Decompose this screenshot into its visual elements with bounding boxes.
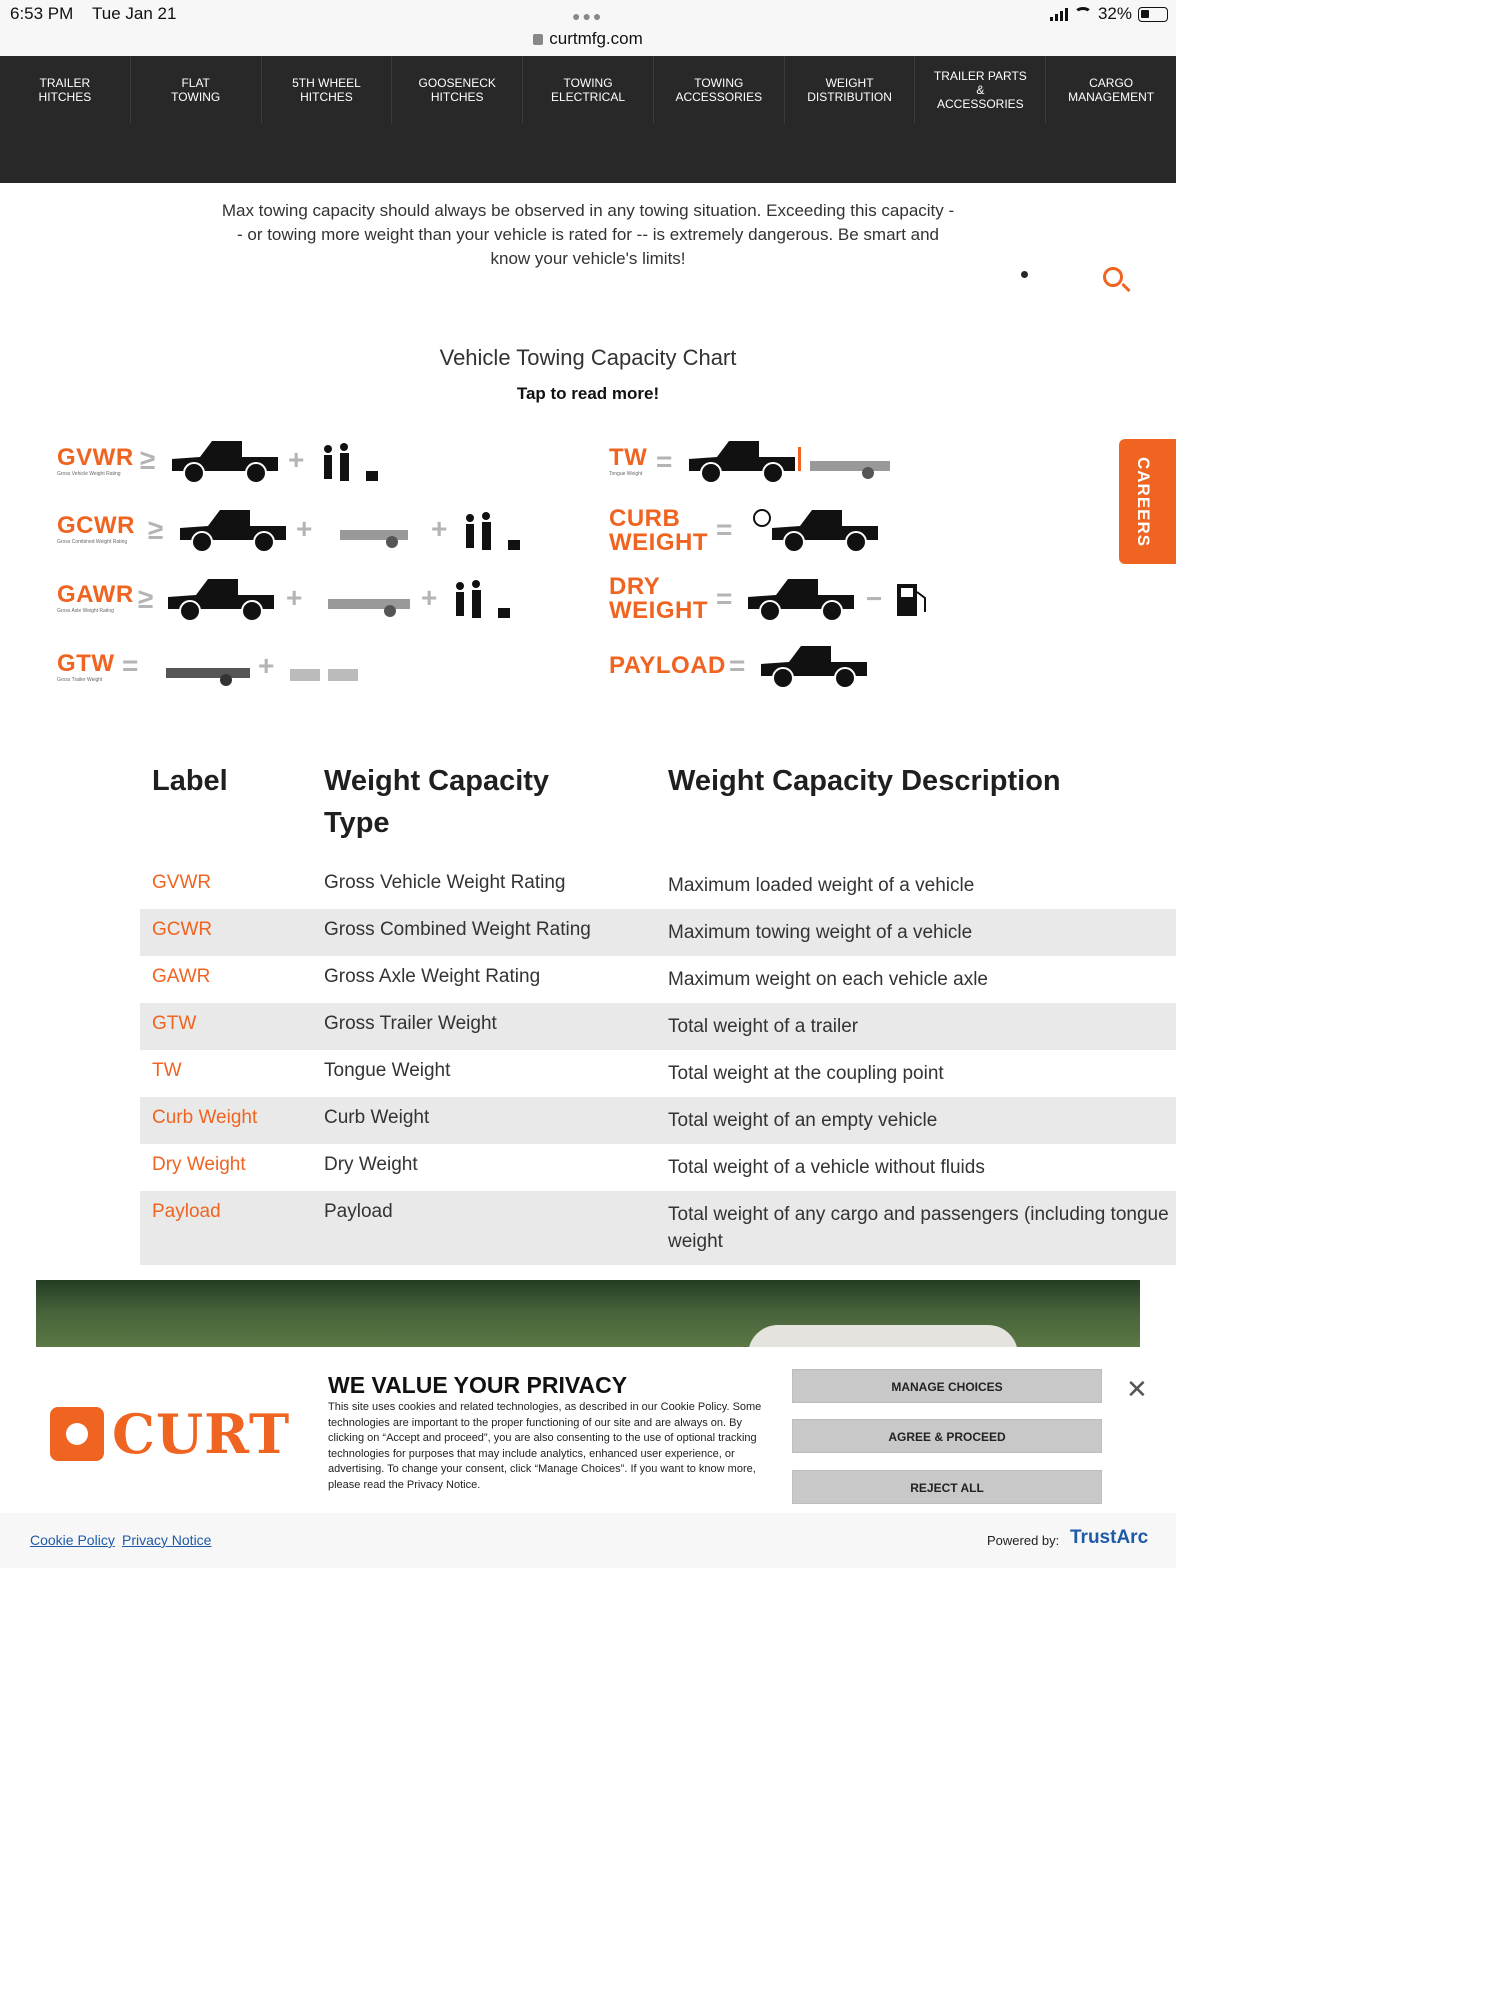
intro-text: Max towing capacity should always be observed in any towing situation. Exceeding this capacity -- or towing more weight than your vehicle is rated for -- is extremely dangerous. Be smart and know your vehicle's limits! [221,201,955,268]
nav-flat-towing[interactable]: FLAT TOWING [131,56,262,124]
header-label: Label [152,765,228,797]
nav-cargo-management[interactable]: CARGO MANAGEMENT [1068,76,1155,104]
header-type: Weight Capacity Type [324,765,550,839]
address-bar[interactable] [0,29,1176,49]
weight-capacity-table [140,760,1176,1265]
trailer-icon [152,660,252,690]
pickup-truck-icon [770,506,880,554]
gawr-label: GAWR Gross Axle Weight Rating [57,581,134,614]
plus-symbol: + [296,513,313,544]
scale-icon [752,508,772,530]
status-date: Tue Jan 21 [92,4,177,23]
trailer-icon [316,585,412,619]
table-row: GAWR Gross Axle Weight Rating Maximum weight on each vehicle axle [152,966,988,990]
table-header [140,760,1176,844]
location-pin-icon[interactable] [1012,262,1036,286]
equals-symbol: = [716,583,733,614]
gte-symbol: ≥ [148,514,164,545]
lawn-mower-icon [286,661,366,689]
battery-icon [1138,7,1168,22]
plus-symbol: + [258,650,275,681]
nav-trailer-parts[interactable]: TRAILER PARTS & ACCESSORIES [915,56,1046,124]
nav-gooseneck-hitches[interactable]: GOOSENECK HITCHES [392,56,523,124]
trailer-icon [794,447,894,483]
wifi-icon [1074,7,1092,21]
curb-weight-label: CURB WEIGHT [609,505,708,556]
signal-icon [1050,7,1068,21]
pickup-truck-icon [170,437,280,485]
agree-proceed-button[interactable]: AGREE & PROCEED [792,1419,1102,1453]
gcwr-label: GCWR Gross Combined Weight Rating [57,512,135,545]
plus-symbol: + [286,582,303,613]
tw-label: TW Tongue Weight [609,444,648,477]
battery-percent: 32% [1097,4,1132,23]
manage-choices-button[interactable]: MANAGE CHOICES [792,1369,1102,1403]
privacy-title: WE VALUE YOUR PRIVACY [328,1372,628,1398]
pickup-truck-icon [687,437,797,485]
trustarc-logo: TrustArc [1070,1527,1149,1548]
gtw-label: GTW Gross Trailer Weight [57,650,115,683]
payload-label: PAYLOAD [609,652,726,679]
cookie-policy-link[interactable]: Cookie Policy [30,1532,115,1548]
chart-title: Vehicle Towing Capacity Chart [439,345,737,370]
table-row: GVWR Gross Vehicle Weight Rating Maximum loaded weight of a vehicle [152,872,975,896]
powered-by-label: Powered by: [987,1533,1060,1548]
pickup-truck-icon [166,575,276,623]
table-row: GTW Gross Trailer Weight Total weight of a trailer [140,1003,1176,1050]
table-row: Dry Weight Dry Weight Total weight of a vehicle without fluids [152,1154,985,1178]
trailer-icon [338,516,410,550]
minus-symbol: − [866,583,883,614]
equals-symbol: = [729,650,746,681]
plus-symbol: + [421,582,438,613]
family-icon [318,443,380,483]
curt-logo-icon [50,1407,104,1461]
pickup-truck-icon [746,575,856,623]
gte-symbol: ≥ [140,444,156,475]
nav-towing-electrical[interactable]: TOWING ELECTRICAL [523,56,654,124]
table-row: TW Tongue Weight Total weight at the coupling point [152,1060,944,1084]
plus-symbol: + [288,444,305,475]
status-bar [0,0,1176,56]
lock-icon [533,34,543,45]
family-icon [450,580,512,620]
equals-symbol: = [716,514,733,545]
more-dots-icon[interactable]: ●●● [572,8,604,24]
search-icon[interactable] [1103,267,1123,287]
sign-in-icon[interactable]: ⇥ [1050,269,1069,294]
table-row: Curb Weight Curb Weight Total weight of an empty vehicle [140,1097,1176,1144]
reject-all-button[interactable]: REJECT ALL [792,1470,1102,1504]
url-text: curtmfg.com [549,29,643,48]
close-icon[interactable]: ✕ [1126,1374,1148,1404]
nav-trailer-hitches[interactable]: TRAILER HITCHES [0,56,131,124]
privacy-text: This site uses cookies and related technologies, as described in our Cookie Policy. Some technologies are important to the proper functioning of our site and are always on. By clicking on “Accept and proceed”, you are also consenting to the use of optional tracking technologies for purposes that may include analytics, enhanced user experience, or advertising. To change your consent, click “Manage Choices”. If you want to know more, please read the Privacy Notice. [328,1401,762,1491]
table-row: GCWR Gross Combined Weight Rating Maximum towing weight of a vehicle [140,909,1176,956]
privacy-notice-link[interactable]: Privacy Notice [122,1532,212,1548]
main-nav [0,56,1176,124]
family-icon [460,512,522,552]
gte-symbol: ≥ [138,583,154,614]
equals-symbol: = [656,446,673,477]
fuel-pump-icon [895,582,931,620]
dry-weight-label: DRY WEIGHT [609,573,708,624]
gvwr-label: GVWR Gross Vehicle Weight Rating [57,444,134,477]
status-time: 6:53 PM [10,4,74,23]
table-row: Payload Payload Total weight of any cargo and passengers (including tongue weight [140,1191,1176,1265]
header-description: Weight Capacity Description [668,765,1061,797]
careers-tab[interactable]: CAREERS [1119,439,1176,564]
equals-symbol: = [122,650,139,681]
plus-symbol: + [431,513,448,544]
pickup-truck-icon [178,506,288,554]
campsite-photo [36,1280,1140,1352]
status-indicators [1050,4,1168,24]
nav-towing-accessories[interactable]: TOWING ACCESSORIES [654,56,785,124]
tap-hint: Tap to read more! [516,384,660,403]
curt-logo-text: CURT [112,1402,291,1466]
pickup-truck-icon [759,642,869,690]
nav-5th-wheel-hitches[interactable]: 5TH WHEEL HITCHES [262,56,393,124]
nav-weight-distribution[interactable]: WEIGHT DISTRIBUTION [785,56,916,124]
curt-logo [50,1402,290,1466]
